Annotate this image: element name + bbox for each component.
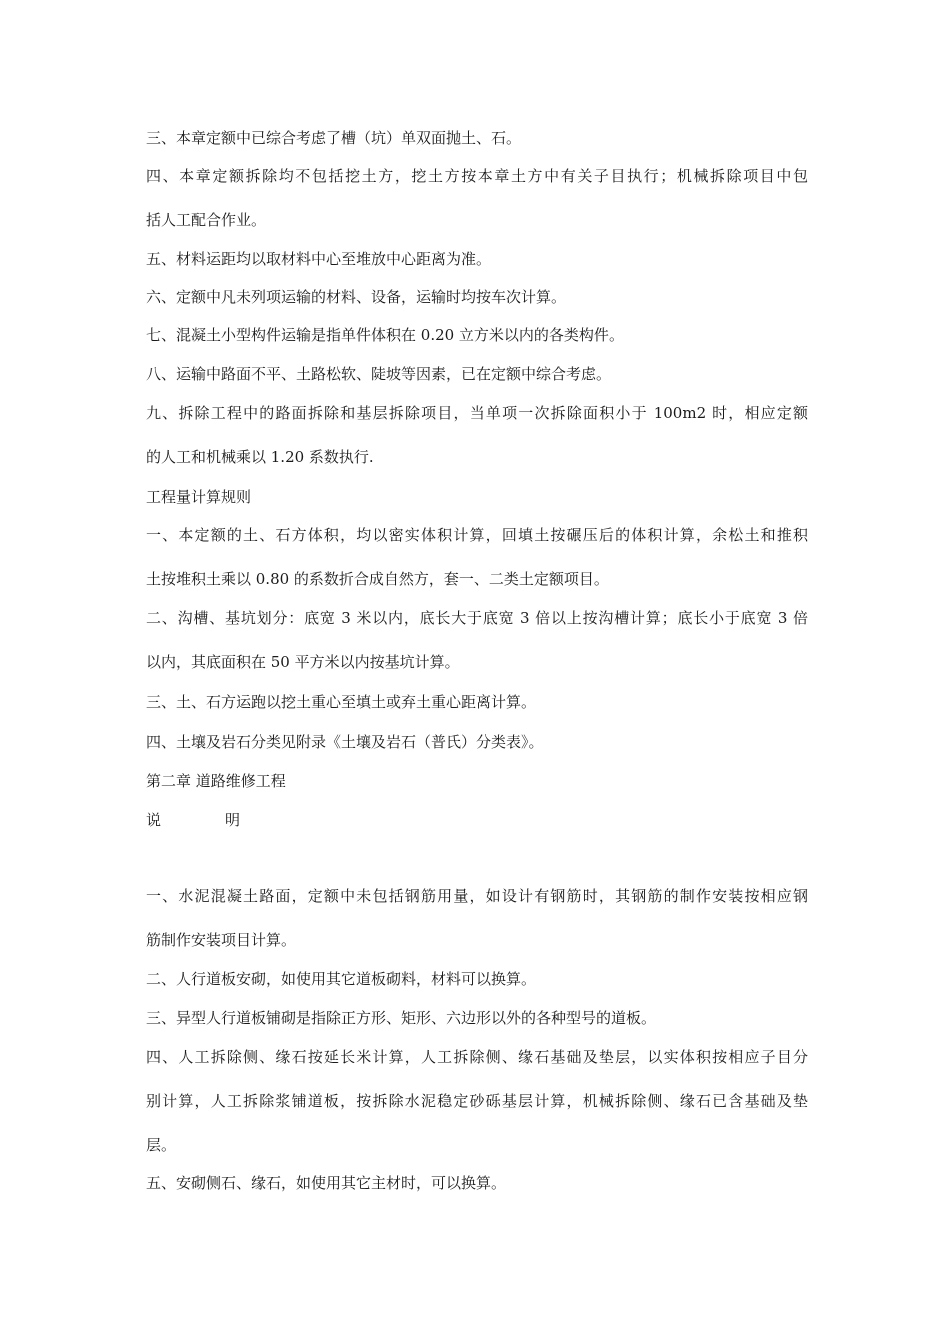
explanation-4-line-1: 四、人工拆除侧、缘石按延长米计算，人工拆除侧、缘石基础及垫层，以实体积按相应子目分 bbox=[146, 1048, 808, 1066]
explanation-1-line-1: 一、水泥混凝土路面，定额中未包括钢筋用量，如设计有钢筋时，其钢筋的制作安装按相应钢 bbox=[146, 887, 808, 905]
rule-2-line-2: 以内，其底面积在 50 平方米以内按基坑计算。 bbox=[146, 653, 460, 671]
explanation-4-line-3: 层。 bbox=[146, 1136, 177, 1154]
explanation-5: 五、安砌侧石、缘石，如使用其它主材时，可以换算。 bbox=[146, 1174, 507, 1192]
paragraph-9-line-2: 的人工和机械乘以 1.20 系数执行. bbox=[146, 448, 374, 466]
rule-2-line-1: 二、沟槽、基坑划分：底宽 3 米以内，底长大于底宽 3 倍以上按沟槽计算；底长小于底宽 3 倍 bbox=[146, 609, 808, 627]
rule-3: 三、土、石方运跑以挖土重心至填土或弃土重心距离计算。 bbox=[146, 693, 537, 711]
paragraph-4-line-2: 括人工配合作业。 bbox=[146, 211, 267, 229]
paragraph-8: 八、运输中路面不平、土路松软、陡坡等因素，已在定额中综合考虑。 bbox=[146, 365, 612, 383]
explanation-heading bbox=[146, 810, 808, 830]
paragraph-5: 五、材料运距均以取材料中心至堆放中心距离为准。 bbox=[146, 250, 492, 268]
section-heading-rules: 工程量计算规则 bbox=[146, 488, 252, 506]
explanation-heading-left: 说 bbox=[146, 811, 162, 829]
explanation-4-line-2: 别计算，人工拆除浆铺道板，按拆除水泥稳定砂砾基层计算，机械拆除侧、缘石已含基础及垫 bbox=[146, 1092, 808, 1110]
paragraph-4-line-1: 四、本章定额拆除均不包括挖土方，挖土方按本章土方中有关子目执行；机械拆除项目中包 bbox=[146, 167, 808, 185]
explanation-3: 三、异型人行道板铺砌是指除正方形、矩形、六边形以外的各种型号的道板。 bbox=[146, 1009, 657, 1027]
chapter-heading: 第二章 道路维修工程 bbox=[146, 772, 286, 790]
paragraph-3: 三、本章定额中已综合考虑了槽（坑）单双面抛土、石。 bbox=[146, 129, 522, 147]
rule-1-line-1: 一、本定额的土、石方体积，均以密实体积计算，回填土按碾压后的体积计算，余松土和推积 bbox=[146, 526, 808, 544]
paragraph-9-line-1: 九、拆除工程中的路面拆除和基层拆除项目，当单项一次拆除面积小于 100m2 时，相应定额 bbox=[146, 404, 808, 422]
explanation-2: 二、人行道板安砌，如使用其它道板砌料，材料可以换算。 bbox=[146, 970, 537, 988]
explanation-heading-right: 明 bbox=[225, 811, 241, 829]
paragraph-6: 六、定额中凡未列项运输的材料、设备，运输时均按车次计算。 bbox=[146, 288, 567, 306]
explanation-1-line-2: 筋制作安装项目计算。 bbox=[146, 931, 297, 949]
rule-4: 四、土壤及岩石分类见附录《土壤及岩石（普氏）分类表》。 bbox=[146, 733, 544, 751]
rule-1-line-2: 土按堆积土乘以 0.80 的系数折合成自然方，套一、二类土定额项目。 bbox=[146, 570, 609, 588]
paragraph-7: 七、混凝土小型构件运输是指单件体积在 0.20 立方米以内的各类构件。 bbox=[146, 326, 624, 344]
